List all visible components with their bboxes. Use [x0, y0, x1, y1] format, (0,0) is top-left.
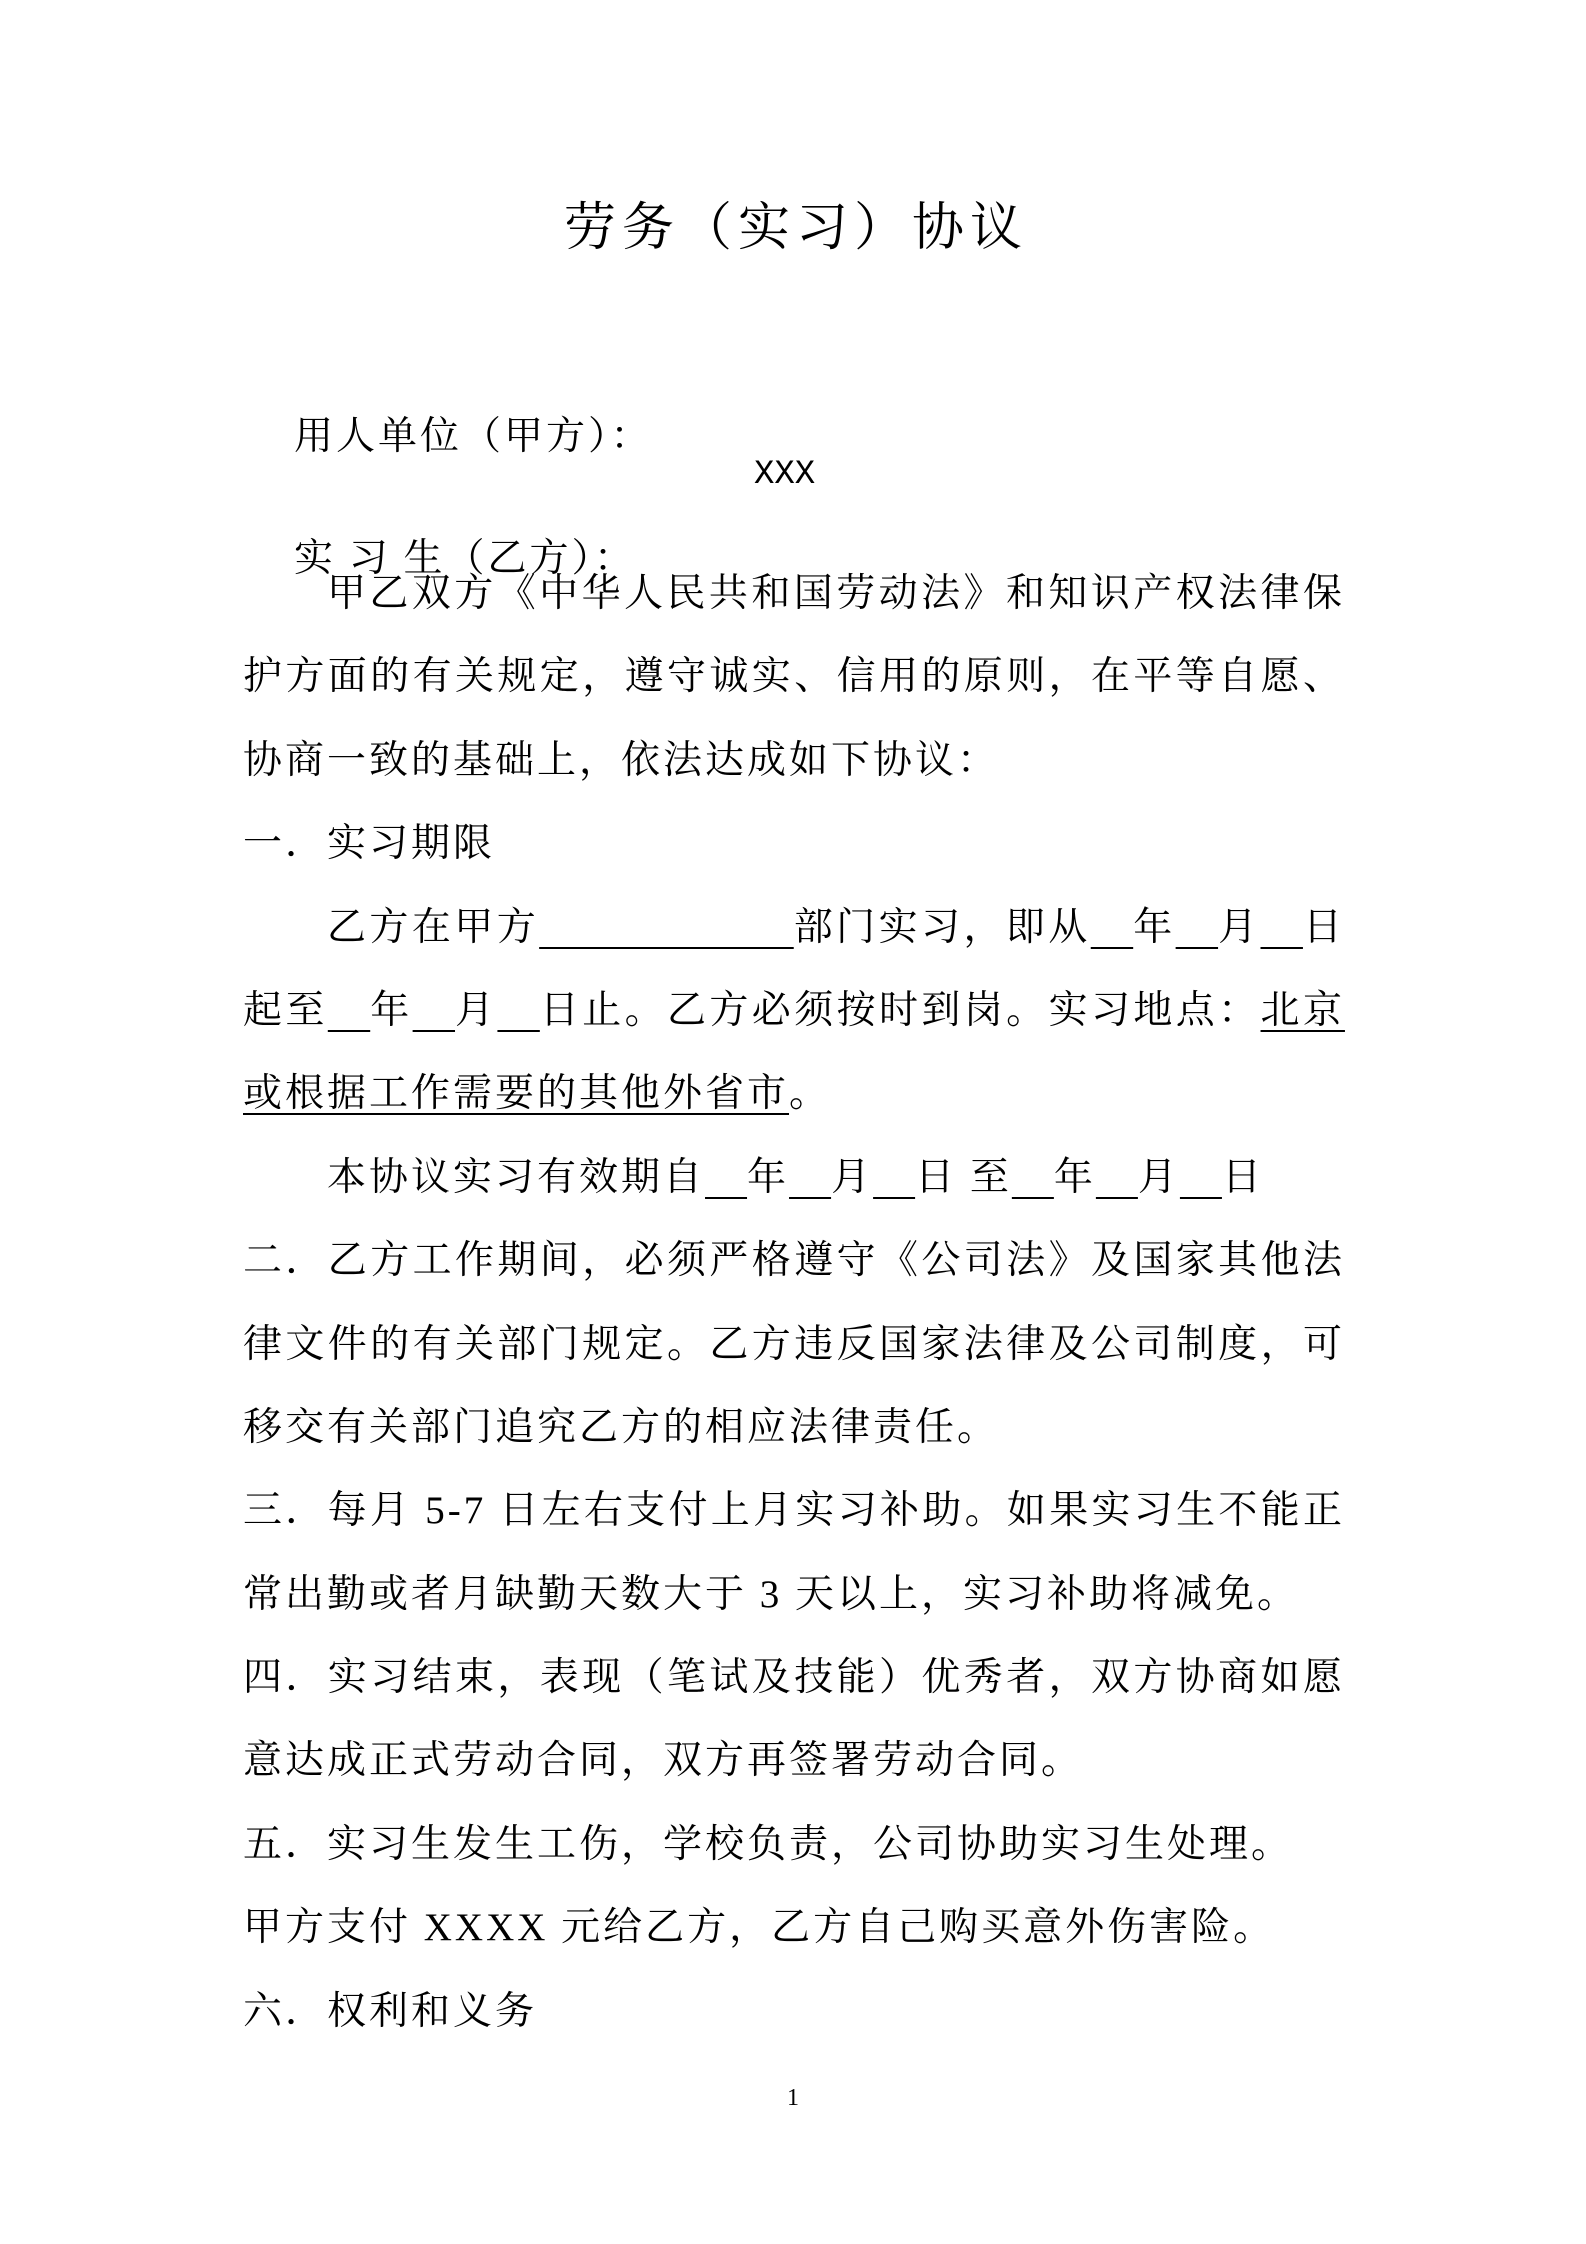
year-blank — [328, 989, 370, 1032]
clause-text: 律文件的有关部门规定。乙方违反国家法律及公司制度，可 — [243, 1322, 1345, 1366]
document-title: 劳务（实习）协议 — [563, 200, 1028, 257]
section-heading-text: 一．实习期限 — [243, 822, 496, 866]
clause-text: 日止。乙方必须按时到岗。实习地点： — [539, 988, 1261, 1032]
section-heading-1 — [243, 802, 1345, 885]
page-number: 1 — [787, 2085, 799, 2111]
internship-period-line — [243, 969, 1345, 1052]
clause-text: 常出勤或者月缺勤天数大于 3 天以上，实习补助将减免。 — [243, 1572, 1300, 1616]
clause-text: 部门实习，即从 — [793, 905, 1091, 949]
day-blank — [873, 1156, 915, 1199]
clause-text: 二．乙方工作期间，必须严格遵守《公司法》及国家其他法 — [243, 1239, 1345, 1283]
section-5-line — [243, 1803, 1345, 1886]
location-underlined: 或根据工作需要的其他外省市 — [243, 1072, 790, 1116]
clause-text: 年 — [1133, 905, 1176, 949]
section-3-line — [243, 1469, 1345, 1552]
internship-period-line — [243, 1052, 1345, 1135]
clause-text: 三．每月 5-7 日左右支付上月实习补助。如果实习生不能正 — [243, 1489, 1345, 1533]
clause-text: 月 — [455, 988, 498, 1032]
clause-text: 日 — [1302, 905, 1345, 949]
preamble-text: 甲乙双方《中华人民共和国劳动法》和知识产权法律保 — [327, 572, 1345, 615]
month-blank — [789, 1156, 831, 1199]
year-blank — [1012, 1156, 1054, 1199]
clause-text: 月 — [1137, 1155, 1180, 1199]
clause-text: 日 至 — [915, 1155, 1012, 1199]
month-blank — [413, 989, 455, 1032]
internship-period-line — [243, 886, 1345, 969]
section-2-line — [243, 1303, 1345, 1386]
clause-text: 。 — [789, 1072, 832, 1116]
month-blank — [1176, 906, 1218, 949]
clause-text: 起至 — [243, 988, 328, 1032]
clause-text: 年 — [370, 988, 413, 1032]
clause-text: 年 — [747, 1155, 790, 1199]
party-a-label: 用人单位（甲方）： — [294, 415, 653, 458]
day-blank — [1180, 1156, 1222, 1199]
party-b-line — [243, 433, 1345, 580]
clause-text: 月 — [831, 1155, 874, 1199]
clause-text: 月 — [1218, 905, 1261, 949]
section-heading-text: 六．权利和义务 — [243, 1989, 538, 2033]
party-a-line — [243, 311, 1345, 458]
clause-text: 移交有关部门追究乙方的相应法律责任。 — [243, 1405, 1000, 1449]
clause-text: 四．实习结束，表现（笔试及技能）优秀者，双方协商如愿 — [243, 1656, 1345, 1700]
preamble-text: 护方面的有关规定，遵守诚实、信用的原则，在平等自愿、 — [243, 655, 1345, 699]
party-b-label: 实 习 生（乙方）： — [294, 537, 637, 580]
clause-text: 年 — [1053, 1155, 1096, 1199]
preamble-line — [243, 552, 1345, 635]
validity-period-line — [243, 1136, 1345, 1219]
preamble-line — [243, 635, 1345, 718]
section-heading-6 — [243, 1970, 1345, 2053]
location-underlined: 北京 — [1260, 988, 1345, 1032]
agreement-body — [243, 552, 1345, 2053]
party-b-name: XXX — [754, 456, 816, 494]
year-blank — [705, 1156, 747, 1199]
section-5-line — [243, 1886, 1345, 1969]
preamble-text: 协商一致的基础上，依法达成如下协议： — [243, 738, 1000, 782]
clause-text: 意达成正式劳动合同，双方再签署劳动合同。 — [243, 1739, 1084, 1783]
clause-text: 甲方支付 XXXX 元给乙方，乙方自己购买意外伤害险。 — [243, 1906, 1276, 1950]
clause-text: 本协议实习有效期自 — [327, 1155, 706, 1199]
department-blank — [539, 906, 794, 949]
clause-text: 乙方在甲方 — [327, 905, 540, 949]
year-blank — [1091, 906, 1133, 949]
section-2-line — [243, 1386, 1345, 1469]
day-blank — [1261, 906, 1303, 949]
month-blank — [1096, 1156, 1138, 1199]
preamble-line — [243, 719, 1345, 802]
clause-text: 五．实习生发生工伤，学校负责，公司协助实习生处理。 — [243, 1822, 1294, 1866]
day-blank — [497, 989, 539, 1032]
section-3-line — [243, 1553, 1345, 1636]
section-4-line — [243, 1719, 1345, 1802]
section-4-line — [243, 1636, 1345, 1719]
section-2-line — [243, 1219, 1345, 1302]
clause-text: 日 — [1221, 1155, 1264, 1199]
